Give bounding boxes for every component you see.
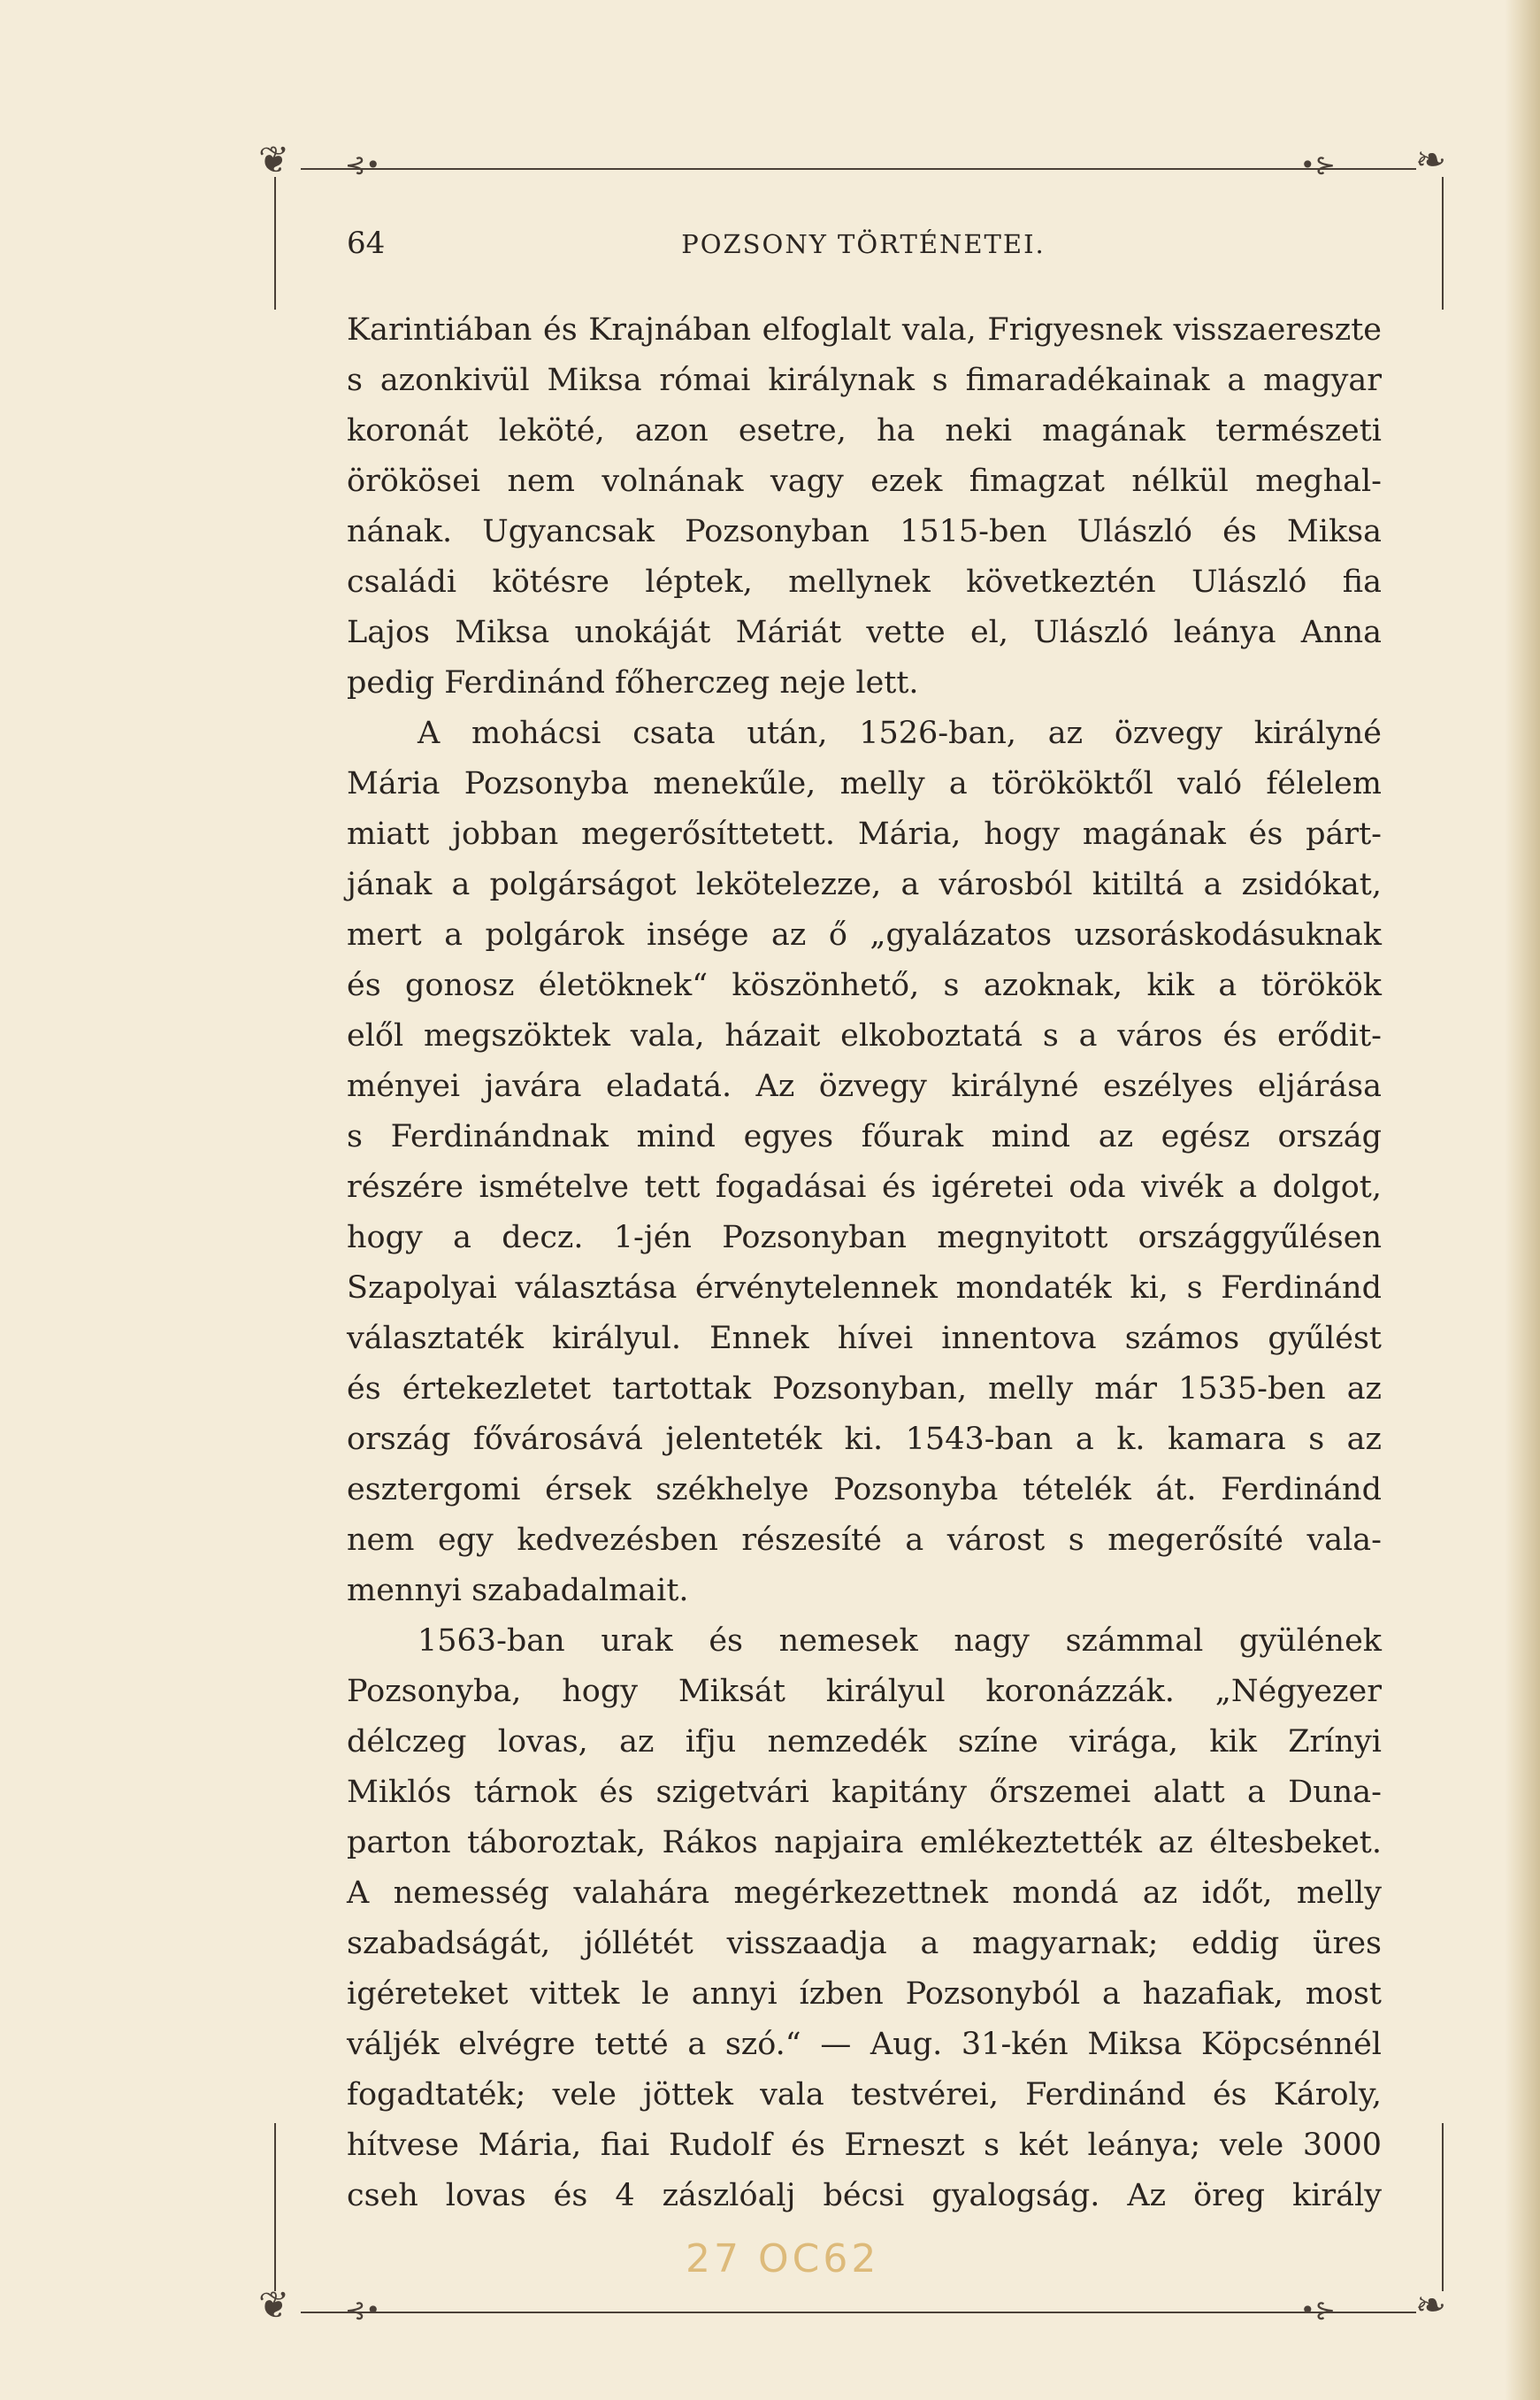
text-line: Lajos Miksa unokáját Máriát vette el, Ulászló leánya Anna — [347, 615, 1382, 650]
text-line: Miklós tárnok és szigetvári kapitány őrszemei alatt a Duna- — [347, 1775, 1382, 1810]
corner-ornament-icon: ❧ — [1415, 2283, 1447, 2327]
text-line: ország fővárosává jelenteték ki. 1543-ban a k. kamara s az — [347, 1422, 1382, 1457]
text-line: és gonosz életöknek“ köszönhető, s azoknak, kik a törökök — [347, 968, 1382, 1003]
library-stamp: 27 OC62 — [686, 2236, 880, 2281]
border-flourish-icon: •⊱ — [1300, 150, 1336, 180]
text-line: váljék elvégre tetté a szó.“ — Aug. 31-kén Miksa Köpcsénnél — [347, 2027, 1382, 2062]
running-title: POZSONY TÖRTÉNETEI. — [681, 229, 1046, 259]
text-line: Karintiában és Krajnában elfoglalt vala, Frigyesnek visszaereszte — [347, 312, 1382, 348]
text-line: mennyi szabadalmait. — [347, 1573, 689, 1608]
text-line: miatt jobban megerősíttetett. Mária, hogy magának és párt- — [347, 817, 1382, 852]
left-border-line-top — [274, 177, 276, 310]
text-line: fogadtaték; vele jöttek vala testvérei, Ferdinánd és Károly, — [347, 2077, 1382, 2112]
text-line: családi kötésre léptek, mellynek következtén Ulászló fia — [347, 564, 1382, 600]
page-header — [347, 226, 1380, 279]
border-flourish-icon: ⊰• — [345, 150, 380, 180]
right-border-line-top — [1442, 177, 1444, 310]
text-line: hítvese Mária, fiai Rudolf és Erneszt s két leánya; vele 3000 — [347, 2128, 1382, 2163]
text-line: nem egy kedvezésben részesíté a várost s megerősíté vala- — [347, 1522, 1382, 1558]
text-line: délczeg lovas, az ifju nemzedék színe virága, kik Zrínyi — [347, 1724, 1382, 1760]
text-line: parton táboroztak, Rákos napjaira emlékeztették az éltesbeket. — [347, 1825, 1382, 1860]
text-line: jának a polgárságot lekötelezze, a városból kitiltá a zsidókat, — [347, 867, 1382, 902]
text-line: s Ferdinándnak mind egyes főurak mind az egész ország — [347, 1119, 1382, 1154]
text-line: Pozsonyba, hogy Miksát királyul koronázzák. „Négyezer — [347, 1674, 1382, 1709]
corner-ornament-icon: ❦ — [258, 138, 290, 181]
text-line: elől megszöktek vala, házait elkoboztatá s a város és erődit- — [347, 1018, 1382, 1054]
text-line: Mária Pozsonyba menekűle, melly a törököktől való félelem — [347, 766, 1382, 801]
text-line: szabadságát, jóllétét visszaadja a magyarnak; eddig üres — [347, 1926, 1382, 1961]
text-line: esztergomi érsek székhelye Pozsonyba tételék át. Ferdinánd — [347, 1472, 1382, 1507]
text-line: nának. Ugyancsak Pozsonyban 1515-ben Ulászló és Miksa — [347, 514, 1382, 549]
text-line: Szapolyai választása érvénytelennek mondaték ki, s Ferdinánd — [347, 1270, 1382, 1306]
text-line: örökösei nem volnának vagy ezek fimagzat nélkül meghal- — [347, 464, 1382, 499]
text-line: cseh lovas és 4 zászlóalj bécsi gyalogság. Az öreg király — [347, 2178, 1382, 2213]
corner-ornament-icon: ❦ — [258, 2283, 290, 2327]
text-line: ményei javára eladatá. Az özvegy királyné eszélyes eljárása — [347, 1069, 1382, 1104]
text-line: A nemesség valahára megérkezettnek mondá az időt, melly — [347, 1875, 1382, 1911]
top-border-rule — [301, 168, 1416, 170]
body-text — [347, 305, 1382, 2221]
text-line: s azonkivül Miksa római királynak s fimaradékainak a magyar — [347, 363, 1382, 398]
page-edge — [1505, 0, 1540, 2400]
right-border-line-bottom — [1442, 2123, 1444, 2291]
text-line: mert a polgárok insége az ő „gyalázatos uzsoráskodásuknak — [347, 917, 1382, 953]
corner-ornament-icon: ❧ — [1415, 138, 1447, 181]
text-line: A mohácsi csata után, 1526-ban, az özvegy királyné — [418, 716, 1382, 751]
left-border-line-bottom — [274, 2123, 276, 2291]
text-line: és értekezletet tartottak Pozsonyban, melly már 1535-ben az — [347, 1371, 1382, 1407]
text-line: választaték királyul. Ennek hívei innentova számos gyűlést — [347, 1321, 1382, 1356]
text-line: igéreteket vittek le annyi ízben Pozsonyból a hazafiak, most — [347, 1976, 1382, 2012]
border-flourish-icon: •⊱ — [1300, 2296, 1336, 2325]
page-number: 64 — [347, 226, 386, 261]
text-line: pedig Ferdinánd főherczeg neje lett. — [347, 665, 919, 701]
text-line: koronát leköté, azon esetre, ha neki magának természeti — [347, 413, 1382, 449]
text-line: 1563-ban urak és nemesek nagy számmal gyülének — [418, 1623, 1382, 1659]
border-flourish-icon: ⊰• — [345, 2296, 380, 2325]
text-line: részére ismételve tett fogadásai és igéretei oda vivék a dolgot, — [347, 1169, 1382, 1205]
bottom-border-rule — [301, 2312, 1416, 2313]
text-line: hogy a decz. 1-jén Pozsonyban megnyitott országgyűlésen — [347, 1220, 1382, 1255]
